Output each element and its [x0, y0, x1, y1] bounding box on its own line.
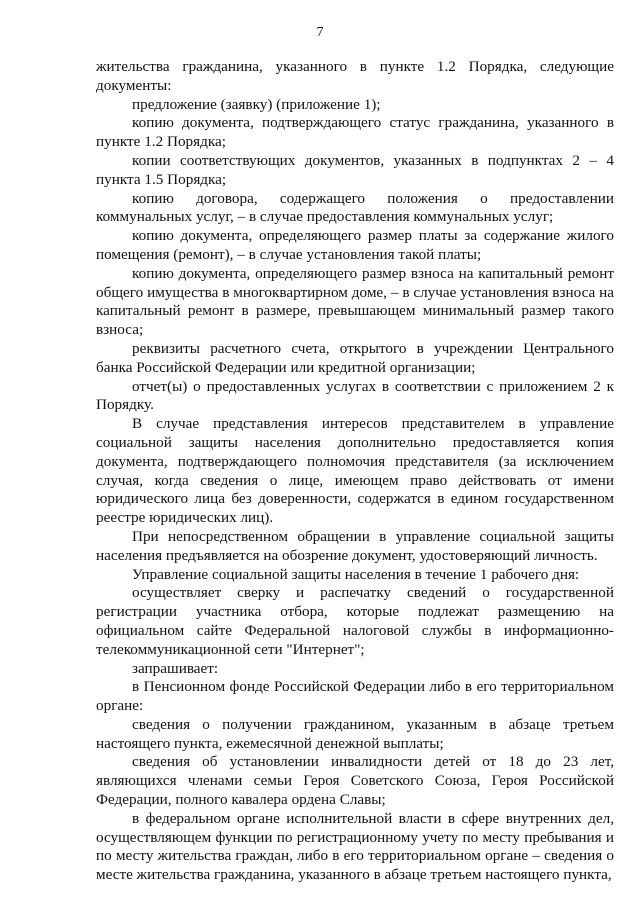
list-item-documents-copies: копии соответствующих документов, указанных в подпунктах 2 – 4 пункта 1.5 Порядка;: [96, 151, 614, 188]
list-item-monthly-payment: сведения о получении гражданином, указанным в абзаце третьем настоящего пункта, ежемесячной денежной выплаты;: [96, 715, 614, 752]
list-item-registration-check: осуществляет сверку и распечатку сведений о государственной регистрации участника отбора, которые подлежат размещению на официальном сайте Федеральной налоговой службы в информационно-телекоммуникационной сети "Интернет";: [96, 584, 614, 658]
paragraph-department-actions: Управление социальной защиты населения в течение 1 рабочего дня:: [132, 565, 580, 583]
list-item-interior-ministry: в федеральном органе исполнительной власти в сфере внутренних дел, осуществляющем функции по регистрационному учету по месту пребывания и по месту жительства граждан, либо в его территориальном органе – сведения о месте жительства гражданина, указанного в абзаце третьем настоящего пункта,: [96, 809, 614, 884]
list-item-pension-fund: в Пенсионном фонде Российской Федерации либо в его территориальном органе:: [96, 678, 614, 715]
list-item-requests: запрашивает:: [132, 659, 219, 677]
list-item-status-document: копию документа, подтверждающего статус гражданина, указанного в пункте 1.2 Порядка;: [96, 114, 614, 151]
paragraph-representative: В случае представления интересов представителем в управление социальной защиты населения дополнительно предоставляется копия документа, подтверждающего полномочия представителя (за исключением случая, когда сведения о лице, имеющем право действовать от имени юридического лица без доверенности, содержатся в едином государственном реестре юридических лиц).: [96, 415, 614, 527]
list-item-capital-repair-fee: копию документа, определяющего размер взноса на капитальный ремонт общего имущества в многоквартирном доме, – в случае установления взноса на капитальный ремонт в размере, превышающем минимальный размер такого взноса;: [96, 264, 614, 339]
list-item-service-reports: отчет(ы) о предоставленных услугах в соответствии с приложением 2 к Порядку.: [96, 377, 614, 414]
page-number: 7: [316, 25, 324, 40]
paragraph-identity-document: При непосредственном обращении в управление социальной защиты населения предъявляется на обозрение документ, удостоверяющий личность.: [96, 527, 614, 564]
list-item-application: предложение (заявку) (приложение 1);: [132, 95, 381, 113]
paragraph-continuation: жительства гражданина, указанного в пункте 1.2 Порядка, следующие документы:: [96, 58, 614, 94]
list-item-maintenance-fee: копию документа, определяющего размер платы за содержание жилого помещения (ремонт), – в случае установления такой платы;: [96, 227, 614, 263]
list-item-disability-info: сведения об установлении инвалидности детей от 18 до 23 лет, являющихся членами семьи Героя Советского Союза, Героя Российской Федерации, полного кавалера ордена Славы;: [96, 753, 614, 809]
document-body: [96, 58, 614, 885]
list-item-bank-details: реквизиты расчетного счета, открытого в учреждении Центрального банка Российской Федерации или кредитной организации;: [96, 339, 614, 376]
list-item-utility-contract: копию договора, содержащего положения о предоставлении коммунальных услуг, – в случае предоставления коммунальных услуг;: [96, 189, 614, 226]
